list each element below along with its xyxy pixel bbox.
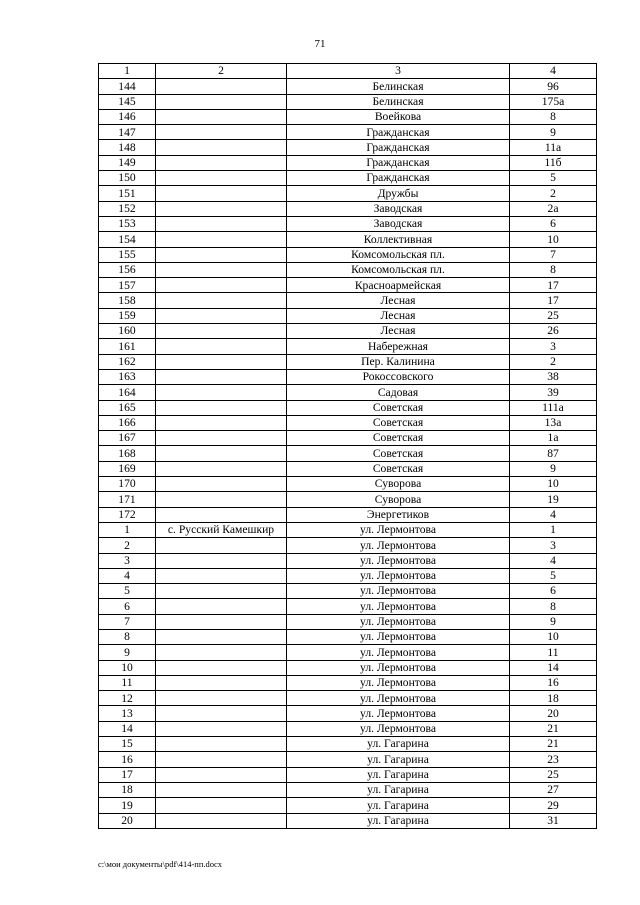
row-number-cell: 13 bbox=[99, 706, 156, 721]
row-number-cell: 145 bbox=[99, 94, 156, 109]
settlement-cell bbox=[156, 324, 287, 339]
table-row bbox=[99, 629, 597, 644]
settlement-cell bbox=[156, 737, 287, 752]
street-cell: Советская bbox=[287, 431, 510, 446]
table-row bbox=[99, 400, 597, 415]
house-number-cell: 2 bbox=[510, 186, 597, 201]
row-number-cell: 172 bbox=[99, 507, 156, 522]
row-number-cell: 6 bbox=[99, 599, 156, 614]
header-cell-number: 1 bbox=[99, 64, 156, 79]
street-cell: ул. Гагарина bbox=[287, 813, 510, 828]
row-number-cell: 171 bbox=[99, 492, 156, 507]
house-number-cell: 25 bbox=[510, 767, 597, 782]
house-number-cell: 1а bbox=[510, 431, 597, 446]
row-number-cell: 167 bbox=[99, 431, 156, 446]
settlement-cell bbox=[156, 706, 287, 721]
row-number-cell: 10 bbox=[99, 660, 156, 675]
row-number-cell: 2 bbox=[99, 538, 156, 553]
house-number-cell: 5 bbox=[510, 171, 597, 186]
table-row bbox=[99, 584, 597, 599]
settlement-cell bbox=[156, 660, 287, 675]
street-cell: Садовая bbox=[287, 385, 510, 400]
street-cell: ул. Лермонтова bbox=[287, 553, 510, 568]
settlement-cell bbox=[156, 155, 287, 170]
street-cell: Лесная bbox=[287, 293, 510, 308]
house-number-cell: 20 bbox=[510, 706, 597, 721]
row-number-cell: 169 bbox=[99, 461, 156, 476]
street-cell: Суворова bbox=[287, 492, 510, 507]
table-row bbox=[99, 477, 597, 492]
table-row bbox=[99, 599, 597, 614]
row-number-cell: 155 bbox=[99, 247, 156, 262]
house-number-cell: 8 bbox=[510, 599, 597, 614]
table-body bbox=[99, 79, 597, 829]
house-number-cell: 2 bbox=[510, 354, 597, 369]
table-row bbox=[99, 645, 597, 660]
table-row bbox=[99, 767, 597, 782]
street-cell: Советская bbox=[287, 400, 510, 415]
house-number-cell: 10 bbox=[510, 232, 597, 247]
settlement-cell bbox=[156, 369, 287, 384]
street-cell: Пер. Калинина bbox=[287, 354, 510, 369]
settlement-cell bbox=[156, 599, 287, 614]
settlement-cell bbox=[156, 584, 287, 599]
settlement-cell bbox=[156, 813, 287, 828]
settlement-cell bbox=[156, 752, 287, 767]
settlement-cell bbox=[156, 492, 287, 507]
table-row bbox=[99, 232, 597, 247]
street-cell: ул. Лермонтова bbox=[287, 614, 510, 629]
table-row bbox=[99, 538, 597, 553]
settlement-cell bbox=[156, 553, 287, 568]
row-number-cell: 148 bbox=[99, 140, 156, 155]
row-number-cell: 154 bbox=[99, 232, 156, 247]
settlement-cell bbox=[156, 308, 287, 323]
table-row bbox=[99, 293, 597, 308]
row-number-cell: 151 bbox=[99, 186, 156, 201]
settlement-cell bbox=[156, 629, 287, 644]
house-number-cell: 38 bbox=[510, 369, 597, 384]
settlement-cell bbox=[156, 568, 287, 583]
settlement-cell bbox=[156, 538, 287, 553]
settlement-cell bbox=[156, 691, 287, 706]
house-number-cell: 21 bbox=[510, 737, 597, 752]
row-number-cell: 5 bbox=[99, 584, 156, 599]
street-cell: Суворова bbox=[287, 477, 510, 492]
house-number-cell: 6 bbox=[510, 584, 597, 599]
settlement-cell bbox=[156, 721, 287, 736]
table-row bbox=[99, 109, 597, 124]
table-row bbox=[99, 216, 597, 231]
table-row bbox=[99, 568, 597, 583]
house-number-cell: 19 bbox=[510, 492, 597, 507]
settlement-cell bbox=[156, 232, 287, 247]
house-number-cell: 3 bbox=[510, 339, 597, 354]
table-row bbox=[99, 186, 597, 201]
street-cell: Лесная bbox=[287, 308, 510, 323]
house-number-cell: 13а bbox=[510, 415, 597, 430]
street-cell: Гражданская bbox=[287, 140, 510, 155]
house-number-cell: 29 bbox=[510, 798, 597, 813]
settlement-cell bbox=[156, 798, 287, 813]
street-cell: ул. Лермонтова bbox=[287, 675, 510, 690]
house-number-cell: 27 bbox=[510, 782, 597, 797]
street-cell: ул. Гагарина bbox=[287, 767, 510, 782]
table-row bbox=[99, 492, 597, 507]
table-row bbox=[99, 247, 597, 262]
row-number-cell: 14 bbox=[99, 721, 156, 736]
table-row bbox=[99, 691, 597, 706]
row-number-cell: 19 bbox=[99, 798, 156, 813]
table-row bbox=[99, 675, 597, 690]
settlement-cell bbox=[156, 140, 287, 155]
row-number-cell: 158 bbox=[99, 293, 156, 308]
settlement-cell bbox=[156, 645, 287, 660]
settlement-cell bbox=[156, 247, 287, 262]
table-row bbox=[99, 737, 597, 752]
street-cell: Заводская bbox=[287, 216, 510, 231]
table-row bbox=[99, 798, 597, 813]
settlement-cell bbox=[156, 293, 287, 308]
row-number-cell: 149 bbox=[99, 155, 156, 170]
street-cell: ул. Лермонтова bbox=[287, 568, 510, 583]
house-number-cell: 3 bbox=[510, 538, 597, 553]
house-number-cell: 96 bbox=[510, 79, 597, 94]
street-cell: Комсомольская пл. bbox=[287, 247, 510, 262]
row-number-cell: 164 bbox=[99, 385, 156, 400]
table-row bbox=[99, 446, 597, 461]
house-number-cell: 26 bbox=[510, 324, 597, 339]
row-number-cell: 3 bbox=[99, 553, 156, 568]
street-cell: Воейкова bbox=[287, 109, 510, 124]
settlement-cell bbox=[156, 675, 287, 690]
row-number-cell: 12 bbox=[99, 691, 156, 706]
house-number-cell: 17 bbox=[510, 278, 597, 293]
settlement-cell bbox=[156, 216, 287, 231]
row-number-cell: 163 bbox=[99, 369, 156, 384]
settlement-cell bbox=[156, 415, 287, 430]
house-number-cell: 14 bbox=[510, 660, 597, 675]
settlement-cell bbox=[156, 201, 287, 216]
header-cell-street: 3 bbox=[287, 64, 510, 79]
table-row bbox=[99, 278, 597, 293]
street-cell: Заводская bbox=[287, 201, 510, 216]
street-cell: Энергетиков bbox=[287, 507, 510, 522]
settlement-cell bbox=[156, 354, 287, 369]
street-cell: Гражданская bbox=[287, 171, 510, 186]
table-row bbox=[99, 461, 597, 476]
table-row bbox=[99, 782, 597, 797]
street-cell: Набережная bbox=[287, 339, 510, 354]
row-number-cell: 7 bbox=[99, 614, 156, 629]
street-cell: Коллективная bbox=[287, 232, 510, 247]
house-number-cell: 31 bbox=[510, 813, 597, 828]
table-row bbox=[99, 507, 597, 522]
row-number-cell: 157 bbox=[99, 278, 156, 293]
settlement-cell bbox=[156, 614, 287, 629]
settlement-cell bbox=[156, 385, 287, 400]
row-number-cell: 166 bbox=[99, 415, 156, 430]
street-cell: ул. Лермонтова bbox=[287, 599, 510, 614]
house-number-cell: 4 bbox=[510, 507, 597, 522]
table-row bbox=[99, 171, 597, 186]
settlement-cell bbox=[156, 767, 287, 782]
row-number-cell: 170 bbox=[99, 477, 156, 492]
row-number-cell: 162 bbox=[99, 354, 156, 369]
table-row bbox=[99, 262, 597, 277]
table-row bbox=[99, 721, 597, 736]
row-number-cell: 159 bbox=[99, 308, 156, 323]
settlement-cell bbox=[156, 125, 287, 140]
settlement-cell bbox=[156, 477, 287, 492]
street-cell: Советская bbox=[287, 446, 510, 461]
house-number-cell: 8 bbox=[510, 109, 597, 124]
house-number-cell: 25 bbox=[510, 308, 597, 323]
house-number-cell: 6 bbox=[510, 216, 597, 231]
settlement-cell bbox=[156, 109, 287, 124]
street-cell: Лесная bbox=[287, 324, 510, 339]
page-number: 71 bbox=[314, 38, 326, 50]
street-cell: ул. Лермонтова bbox=[287, 538, 510, 553]
house-number-cell: 87 bbox=[510, 446, 597, 461]
street-cell: ул. Лермонтова bbox=[287, 645, 510, 660]
street-cell: ул. Лермонтова bbox=[287, 721, 510, 736]
row-number-cell: 146 bbox=[99, 109, 156, 124]
street-cell: ул. Лермонтова bbox=[287, 706, 510, 721]
row-number-cell: 144 bbox=[99, 79, 156, 94]
row-number-cell: 17 bbox=[99, 767, 156, 782]
street-cell: ул. Гагарина bbox=[287, 782, 510, 797]
house-number-cell: 5 bbox=[510, 568, 597, 583]
row-number-cell: 4 bbox=[99, 568, 156, 583]
address-table bbox=[98, 63, 597, 829]
street-cell: ул. Лермонтова bbox=[287, 691, 510, 706]
street-cell: ул. Лермонтова bbox=[287, 660, 510, 675]
table-row bbox=[99, 752, 597, 767]
settlement-cell: с. Русский Камешкир bbox=[156, 522, 287, 537]
street-cell: Советская bbox=[287, 461, 510, 476]
street-cell: ул. Гагарина bbox=[287, 752, 510, 767]
row-number-cell: 8 bbox=[99, 629, 156, 644]
settlement-cell bbox=[156, 431, 287, 446]
street-cell: ул. Лермонтова bbox=[287, 522, 510, 537]
street-cell: Красноармейская bbox=[287, 278, 510, 293]
street-cell: Комсомольская пл. bbox=[287, 262, 510, 277]
house-number-cell: 111а bbox=[510, 400, 597, 415]
table-row bbox=[99, 614, 597, 629]
row-number-cell: 156 bbox=[99, 262, 156, 277]
street-cell: Гражданская bbox=[287, 155, 510, 170]
table-row bbox=[99, 155, 597, 170]
settlement-cell bbox=[156, 94, 287, 109]
house-number-cell: 39 bbox=[510, 385, 597, 400]
house-number-cell: 11б bbox=[510, 155, 597, 170]
house-number-cell: 175а bbox=[510, 94, 597, 109]
settlement-cell bbox=[156, 79, 287, 94]
house-number-cell: 16 bbox=[510, 675, 597, 690]
table-row bbox=[99, 79, 597, 94]
row-number-cell: 147 bbox=[99, 125, 156, 140]
row-number-cell: 11 bbox=[99, 675, 156, 690]
house-number-cell: 7 bbox=[510, 247, 597, 262]
table-row bbox=[99, 706, 597, 721]
settlement-cell bbox=[156, 339, 287, 354]
street-cell: Гражданская bbox=[287, 125, 510, 140]
table-row bbox=[99, 140, 597, 155]
table-row bbox=[99, 660, 597, 675]
house-number-cell: 8 bbox=[510, 262, 597, 277]
house-number-cell: 2а bbox=[510, 201, 597, 216]
street-cell: ул. Гагарина bbox=[287, 737, 510, 752]
house-number-cell: 23 bbox=[510, 752, 597, 767]
table-row bbox=[99, 813, 597, 828]
row-number-cell: 153 bbox=[99, 216, 156, 231]
table-row bbox=[99, 354, 597, 369]
street-cell: Советская bbox=[287, 415, 510, 430]
row-number-cell: 152 bbox=[99, 201, 156, 216]
table-header-row bbox=[99, 64, 597, 79]
table-row bbox=[99, 369, 597, 384]
footer-file-path: c:\мои документы\pdf\414-пп.docx bbox=[98, 859, 223, 869]
row-number-cell: 168 bbox=[99, 446, 156, 461]
row-number-cell: 18 bbox=[99, 782, 156, 797]
house-number-cell: 9 bbox=[510, 614, 597, 629]
street-cell: ул. Лермонтова bbox=[287, 629, 510, 644]
table-row bbox=[99, 553, 597, 568]
house-number-cell: 11а bbox=[510, 140, 597, 155]
street-cell: Дружбы bbox=[287, 186, 510, 201]
settlement-cell bbox=[156, 278, 287, 293]
house-number-cell: 17 bbox=[510, 293, 597, 308]
row-number-cell: 9 bbox=[99, 645, 156, 660]
settlement-cell bbox=[156, 400, 287, 415]
house-number-cell: 10 bbox=[510, 629, 597, 644]
settlement-cell bbox=[156, 461, 287, 476]
street-cell: Белинская bbox=[287, 94, 510, 109]
settlement-cell bbox=[156, 171, 287, 186]
house-number-cell: 1 bbox=[510, 522, 597, 537]
house-number-cell: 18 bbox=[510, 691, 597, 706]
table-row bbox=[99, 201, 597, 216]
table-row bbox=[99, 308, 597, 323]
table-row bbox=[99, 431, 597, 446]
house-number-cell: 4 bbox=[510, 553, 597, 568]
row-number-cell: 20 bbox=[99, 813, 156, 828]
row-number-cell: 150 bbox=[99, 171, 156, 186]
house-number-cell: 21 bbox=[510, 721, 597, 736]
row-number-cell: 160 bbox=[99, 324, 156, 339]
row-number-cell: 165 bbox=[99, 400, 156, 415]
house-number-cell: 9 bbox=[510, 125, 597, 140]
header-cell-house: 4 bbox=[510, 64, 597, 79]
house-number-cell: 9 bbox=[510, 461, 597, 476]
settlement-cell bbox=[156, 782, 287, 797]
table-row bbox=[99, 339, 597, 354]
house-number-cell: 11 bbox=[510, 645, 597, 660]
table-row bbox=[99, 385, 597, 400]
table-row bbox=[99, 324, 597, 339]
row-number-cell: 16 bbox=[99, 752, 156, 767]
row-number-cell: 15 bbox=[99, 737, 156, 752]
header-cell-settlement: 2 bbox=[156, 64, 287, 79]
row-number-cell: 161 bbox=[99, 339, 156, 354]
street-cell: Рокоссовского bbox=[287, 369, 510, 384]
row-number-cell: 1 bbox=[99, 522, 156, 537]
table-row bbox=[99, 125, 597, 140]
settlement-cell bbox=[156, 446, 287, 461]
table-row bbox=[99, 415, 597, 430]
table-row bbox=[99, 94, 597, 109]
street-cell: ул. Гагарина bbox=[287, 798, 510, 813]
street-cell: Белинская bbox=[287, 79, 510, 94]
table-row bbox=[99, 522, 597, 537]
street-cell: ул. Лермонтова bbox=[287, 584, 510, 599]
settlement-cell bbox=[156, 186, 287, 201]
settlement-cell bbox=[156, 262, 287, 277]
house-number-cell: 10 bbox=[510, 477, 597, 492]
settlement-cell bbox=[156, 507, 287, 522]
